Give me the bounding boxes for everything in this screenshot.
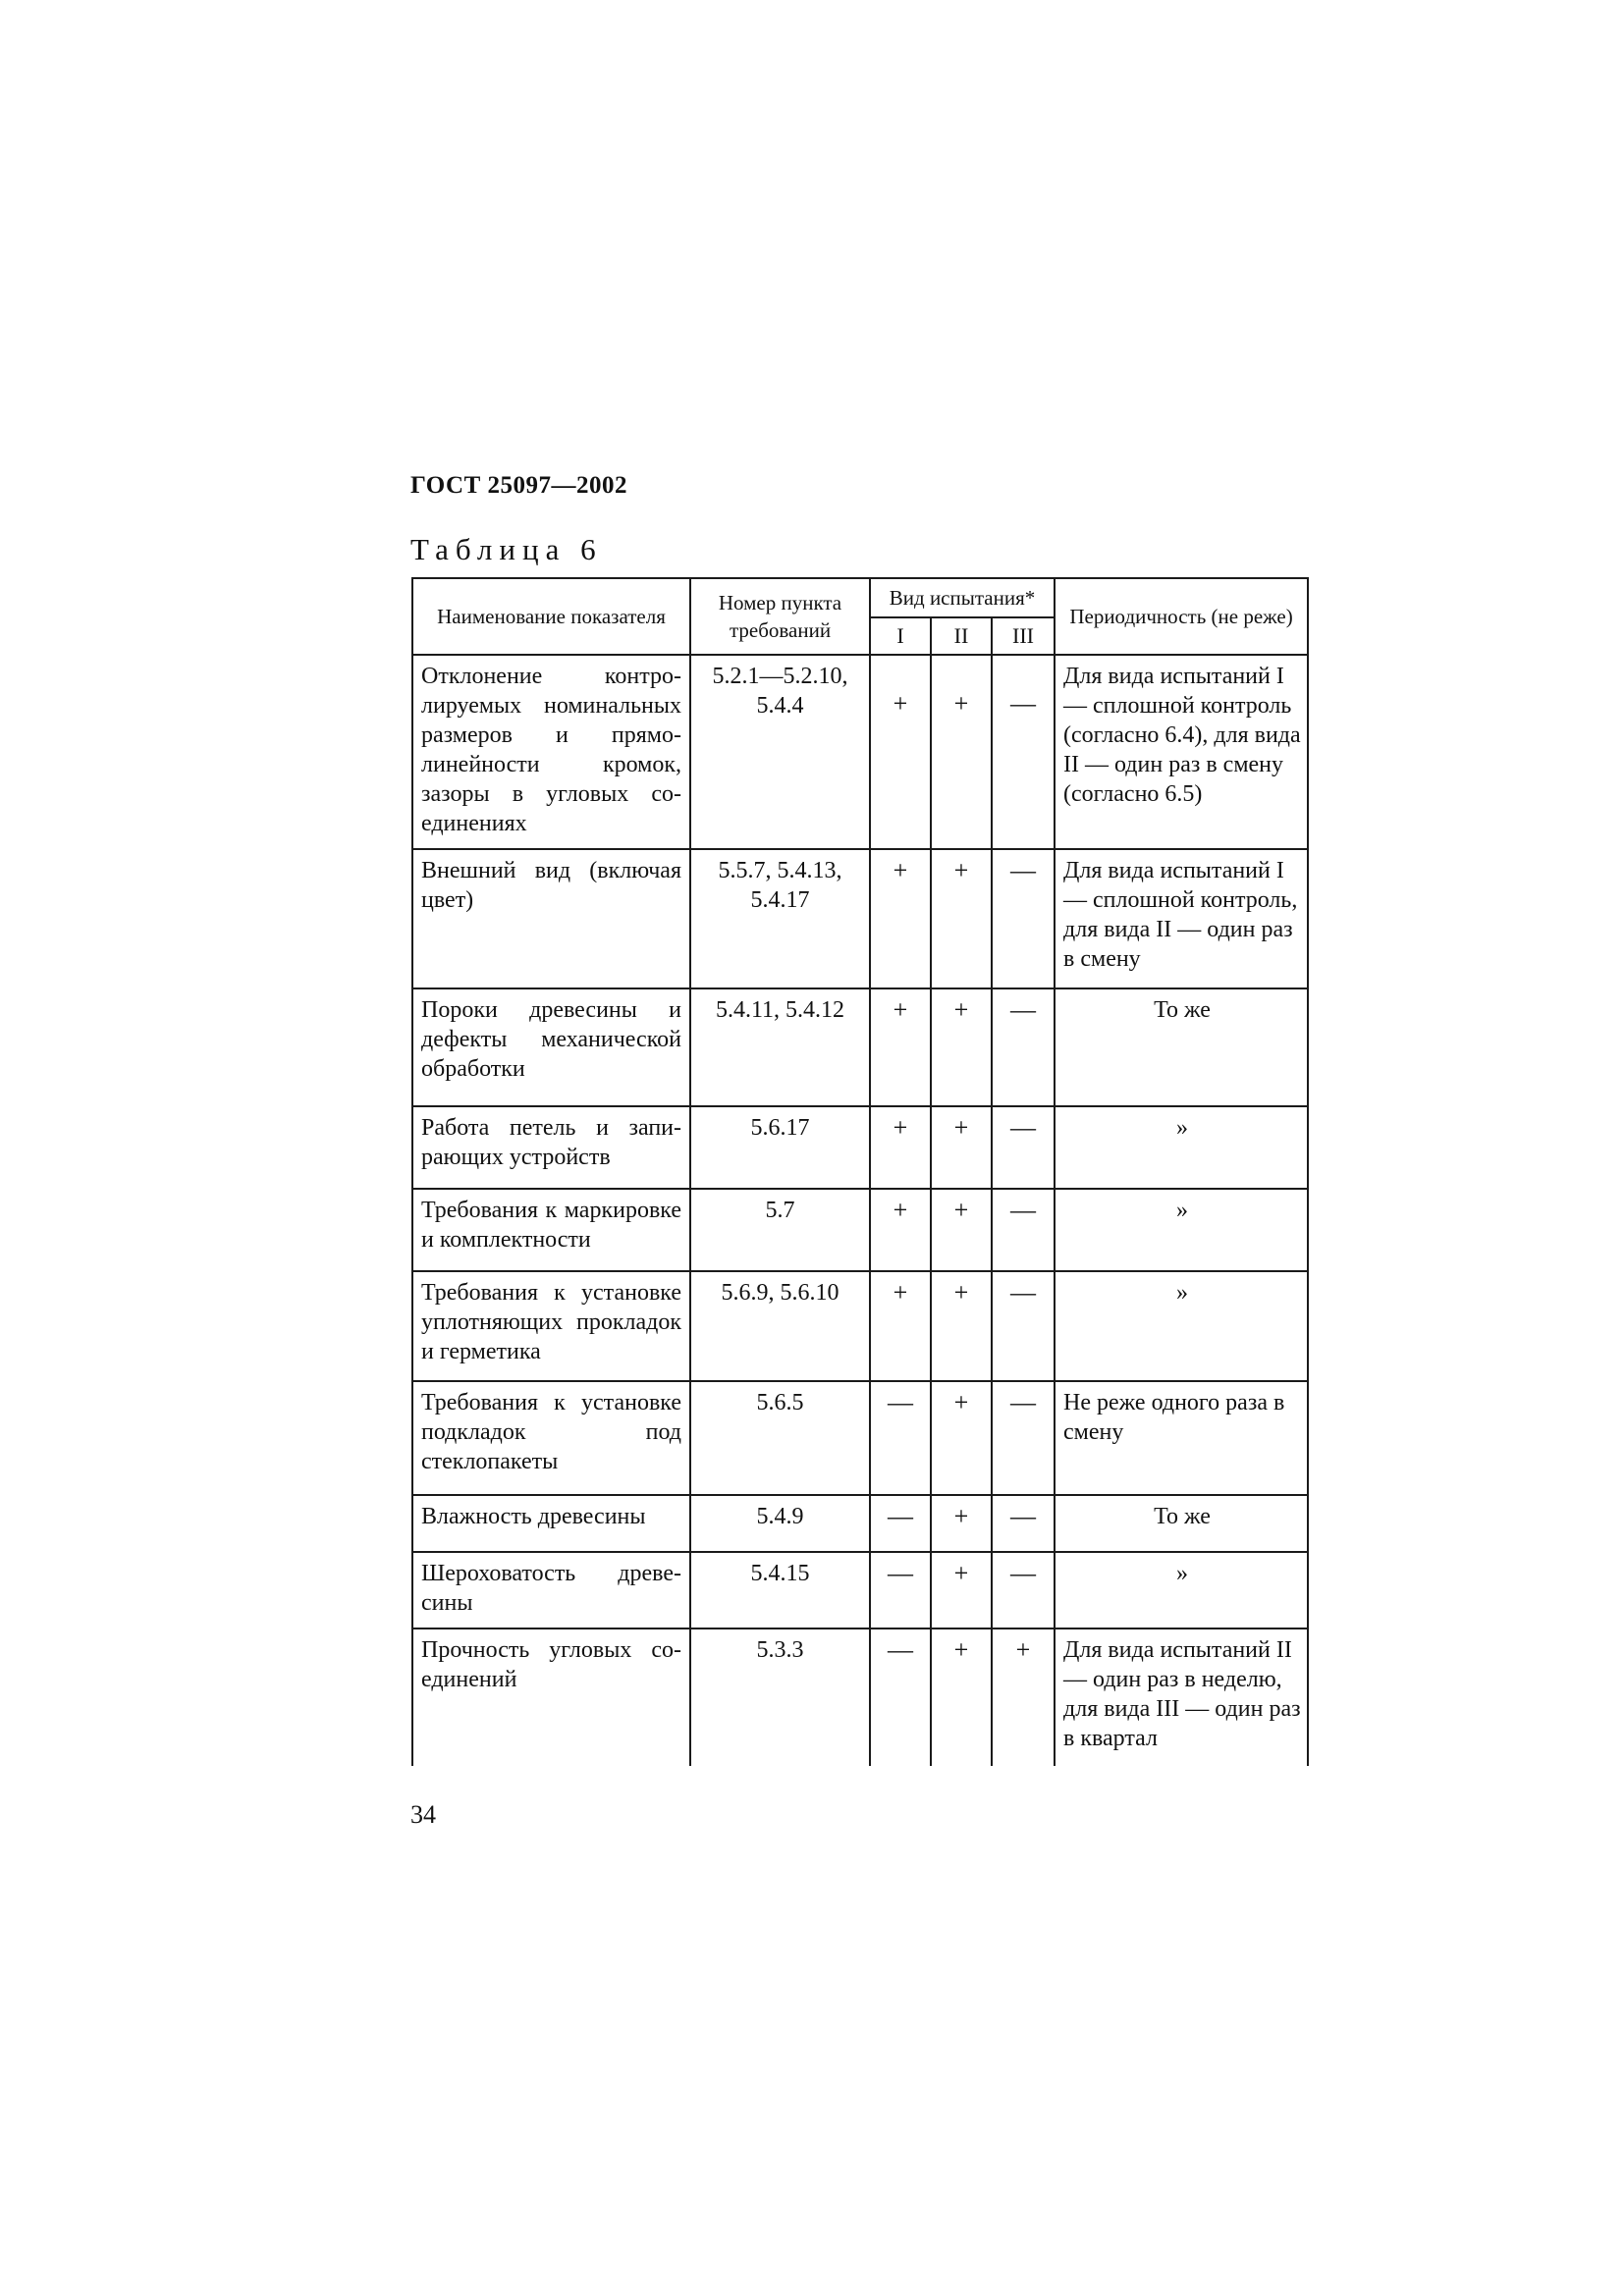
row-test-type-2-mark: + — [931, 1271, 992, 1381]
row-test-type-2-mark: + — [931, 849, 992, 988]
header-clause-number: Номер пункта требований — [690, 578, 870, 655]
row-indicator-name: Внешний вид (включая цвет) — [412, 849, 690, 988]
row-indicator-name: Работа петель и запирающих устройств — [412, 1106, 690, 1189]
row-periodicity: Для вида испытаний I— сплошной контроль, для вида II — один раз в смену — [1055, 849, 1308, 988]
row-clause-number: 5.6.17 — [690, 1106, 870, 1189]
row-indicator-name: Влажность древесины — [412, 1495, 690, 1552]
table-row — [412, 1271, 1308, 1381]
row-clause-number: 5.7 — [690, 1189, 870, 1271]
row-test-type-3-mark: — — [992, 849, 1055, 988]
row-indicator-name: Шероховатость древесины — [412, 1552, 690, 1629]
row-test-type-1-mark: — — [870, 1552, 931, 1629]
row-test-type-1-mark: + — [870, 1271, 931, 1381]
row-clause-number: 5.3.3 — [690, 1629, 870, 1766]
row-clause-number: 5.2.1—5.2.10, 5.4.4 — [690, 655, 870, 849]
row-test-type-1-mark: + — [870, 655, 931, 849]
test-schedule-table — [411, 577, 1309, 1766]
row-clause-number: 5.6.9, 5.6.10 — [690, 1271, 870, 1381]
row-test-type-2-mark: + — [931, 1381, 992, 1495]
row-test-type-1-mark: + — [870, 1189, 931, 1271]
row-test-type-2-mark: + — [931, 988, 992, 1106]
row-test-type-2-mark: + — [931, 1552, 992, 1629]
row-periodicity: » — [1055, 1271, 1308, 1381]
header-row — [412, 578, 1308, 617]
row-periodicity: Для вида испытаний II — один раз в неделю, для вида III — один раз в квартал — [1055, 1629, 1308, 1766]
header-indicator-name: Наименование показателя — [412, 578, 690, 655]
row-test-type-3-mark: — — [992, 1106, 1055, 1189]
row-test-type-2-mark: + — [931, 1629, 992, 1766]
header-test-type-2: II — [931, 617, 992, 655]
row-clause-number: 5.5.7, 5.4.13, 5.4.17 — [690, 849, 870, 988]
row-periodicity: » — [1055, 1106, 1308, 1189]
row-clause-number: 5.4.11, 5.4.12 — [690, 988, 870, 1106]
table-row — [412, 1106, 1308, 1189]
document-code: ГОСТ 25097—2002 — [410, 472, 628, 499]
row-periodicity: » — [1055, 1552, 1308, 1629]
row-periodicity: То же — [1055, 988, 1308, 1106]
table-row — [412, 988, 1308, 1106]
row-test-type-1-mark: + — [870, 1106, 931, 1189]
row-test-type-1-mark: — — [870, 1381, 931, 1495]
row-indicator-name: Пороки древесины и дефекты механической обработки — [412, 988, 690, 1106]
row-indicator-name: Прочность угловых соединений — [412, 1629, 690, 1766]
row-clause-number: 5.4.9 — [690, 1495, 870, 1552]
row-indicator-name: Отклонение контролируемых номинальных размеров и прямолинейности кромок, зазоры в угловых соединениях — [412, 655, 690, 849]
row-test-type-2-mark: + — [931, 1495, 992, 1552]
table-row — [412, 1629, 1308, 1766]
row-indicator-name: Требования к установке уплотняющих прокладок и герметика — [412, 1271, 690, 1381]
table-row — [412, 1495, 1308, 1552]
table-row — [412, 1552, 1308, 1629]
row-test-type-2-mark: + — [931, 655, 992, 849]
header-periodicity: Периодичность (не реже) — [1055, 578, 1308, 655]
row-periodicity: Для вида испытаний I — сплошной контроль (согласно 6.4), для вида II — один раз в смену (согласно 6.5) — [1055, 655, 1308, 849]
row-test-type-3-mark: — — [992, 988, 1055, 1106]
row-periodicity: » — [1055, 1189, 1308, 1271]
row-test-type-1-mark: — — [870, 1629, 931, 1766]
row-clause-number: 5.6.5 — [690, 1381, 870, 1495]
row-test-type-1-mark: + — [870, 849, 931, 988]
row-periodicity: То же — [1055, 1495, 1308, 1552]
row-test-type-1-mark: + — [870, 988, 931, 1106]
row-indicator-name: Требования к установке подкладок под стеклопакеты — [412, 1381, 690, 1495]
row-indicator-name: Требования к маркировке и комплектности — [412, 1189, 690, 1271]
table-title: Таблица 6 — [410, 532, 603, 566]
header-test-type-group: Вид испытания* — [870, 578, 1055, 617]
row-test-type-3-mark: — — [992, 1381, 1055, 1495]
table-row — [412, 1189, 1308, 1271]
table-row — [412, 1381, 1308, 1495]
row-test-type-3-mark: — — [992, 1271, 1055, 1381]
row-test-type-3-mark: + — [992, 1629, 1055, 1766]
header-test-type-1: I — [870, 617, 931, 655]
row-test-type-2-mark: + — [931, 1189, 992, 1271]
row-test-type-3-mark: — — [992, 1552, 1055, 1629]
header-test-type-3: III — [992, 617, 1055, 655]
table-row — [412, 655, 1308, 849]
page-number: 34 — [410, 1800, 436, 1829]
row-test-type-2-mark: + — [931, 1106, 992, 1189]
row-test-type-1-mark: — — [870, 1495, 931, 1552]
table-row — [412, 849, 1308, 988]
row-clause-number: 5.4.15 — [690, 1552, 870, 1629]
row-test-type-3-mark: — — [992, 655, 1055, 849]
row-test-type-3-mark: — — [992, 1189, 1055, 1271]
row-periodicity: Не реже одного раза в смену — [1055, 1381, 1308, 1495]
row-test-type-3-mark: — — [992, 1495, 1055, 1552]
